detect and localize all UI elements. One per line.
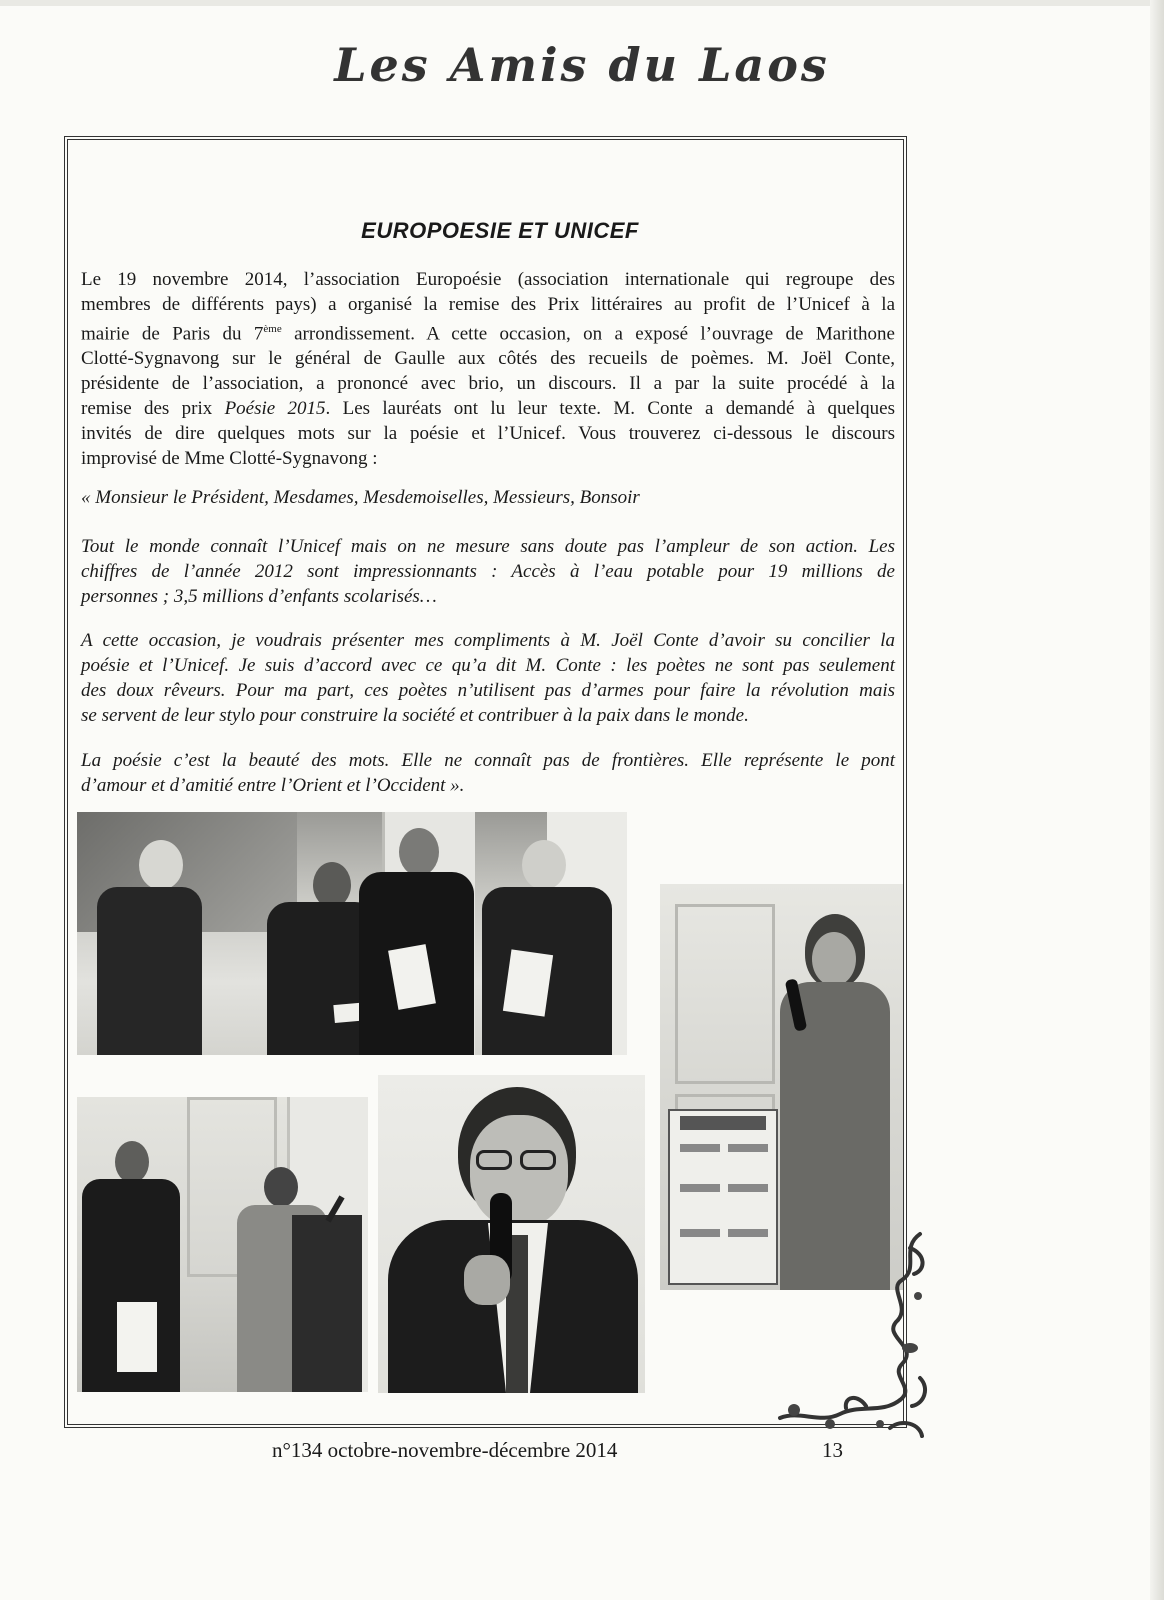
speech-line: d’amour et d’amitié entre l’Orient et l’Occident ». — [81, 775, 465, 796]
speech-line: des doux rêveurs. Pour ma part, ces poètes n’utilisent pas d’armes pour faire la révolution mais — [81, 680, 895, 701]
intro-line: Le 19 novembre 2014, l’association Europoésie (association internationale qui regroupe des — [81, 269, 895, 290]
intro-line: invités de dire quelques mots sur la poésie et l’Unicef. Vous trouverez ci-dessous le discours — [81, 423, 895, 445]
speech-line: La poésie c’est la beauté des mots. Elle ne connaît pas de frontières. Elle représente le pont — [81, 750, 895, 771]
page-number: 13 — [822, 1438, 843, 1462]
speech-line: Tout le monde connaît l’Unicef mais on ne mesure sans doute pas l’ampleur de son action. Les — [81, 536, 895, 557]
intro-line: mairie de Paris du 7ème arrondissement. A cette occasion, on a exposé l’ouvrage de Marithone — [81, 323, 895, 345]
page-edge-right — [1150, 0, 1164, 1600]
intro-line: improvisé de Mme Clotté-Sygnavong : — [81, 448, 378, 470]
photo-speaker-man — [378, 1075, 645, 1393]
intro-paragraph — [81, 267, 895, 471]
intro-line: remise des prix Poésie 2015. Les lauréats ont lu leur texte. M. Conte a demandé à quelques — [81, 398, 896, 420]
page-edge — [0, 0, 1164, 6]
intro-line: membres de différents pays) a organisé la remise des Prix littéraires au profit de l’Unicef à la — [81, 294, 895, 315]
floral-ornament-icon — [770, 1228, 938, 1444]
intro-line: Clotté-Sygnavong sur le général de Gaulle aux côtés des recueils de poèmes. M. Joël Conte, — [81, 348, 895, 370]
photo-lectern — [77, 1097, 368, 1392]
speech-line: personnes ; 3,5 millions d’enfants scolarisés… — [81, 586, 437, 607]
speech-greeting: « Monsieur le Président, Mesdames, Mesdemoiselles, Messieurs, Bonsoir — [81, 487, 640, 508]
speech-line: A cette occasion, je voudrais présenter mes compliments à M. Joël Conte d’avoir su concilier la — [81, 630, 895, 651]
photo-award-group — [77, 812, 627, 1055]
speech-line: se servent de leur stylo pour construire la société et contribuer à la paix dans le monde. — [81, 705, 749, 726]
speech-paragraph-2 — [81, 628, 895, 728]
intro-line: présidente de l’association, a prononcé avec brio, un discours. Il a par la suite procédé à la — [81, 373, 895, 395]
article-title: EUROPOESIE ET UNICEF — [361, 218, 639, 243]
speech-line: poésie et l’Unicef. Je suis d’accord avec ce qu’a dit M. Conte : les poètes ne sont pas seulement — [81, 655, 895, 676]
speech-paragraph-1 — [81, 534, 895, 609]
issue-footer: n°134 octobre-novembre-décembre 2014 — [272, 1438, 618, 1462]
masthead-title: Les Amis du Laos — [334, 38, 830, 92]
speech-line: chiffres de l’année 2012 sont impressionnants : Accès à l’eau potable pour 19 millions de — [81, 561, 895, 582]
speech-paragraph-3 — [81, 748, 895, 798]
